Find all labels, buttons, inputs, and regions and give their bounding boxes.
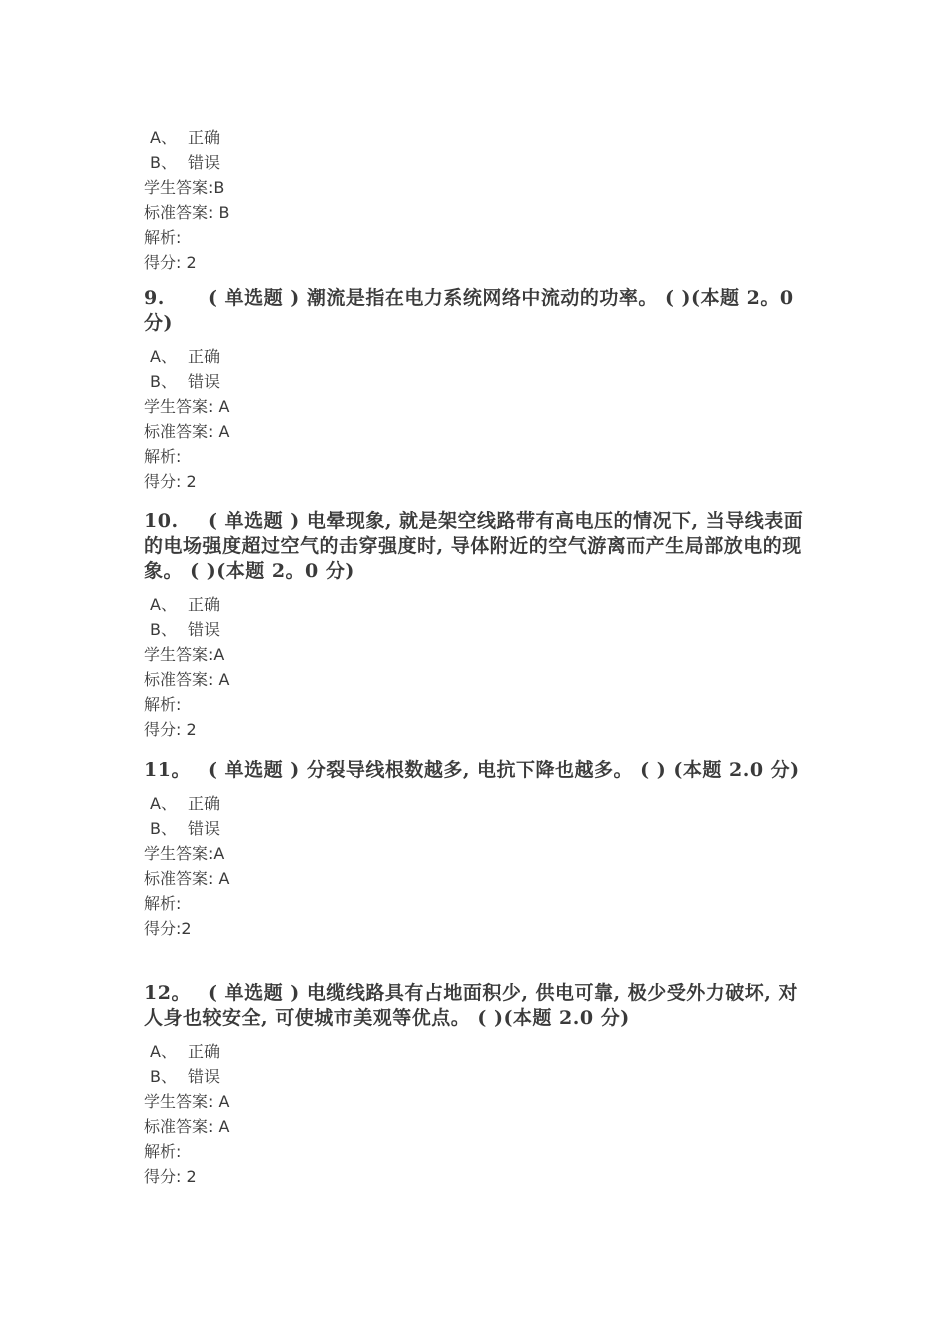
option-letter: B、 [150,620,177,639]
question-number: 11。 [144,759,191,781]
option-letter: A、 [150,1042,177,1061]
score: 得分: 2 [144,1167,197,1186]
option-letter: A、 [150,595,177,614]
option-text: 错误 [188,153,221,172]
question-number: 10. [144,510,179,532]
option-b [144,369,814,394]
option-a [144,791,814,816]
option-text: 正确 [188,595,221,614]
analysis: 解析: [144,228,182,247]
question-body: ( 单选题 ) 潮流是指在电力系统网络中流动的功率。 ( )(本题 2。0 分) [144,287,794,334]
student-answer: 学生答案: A [144,397,230,416]
option-text: 错误 [188,1067,221,1086]
student-answer: 学生答案: A [144,1092,230,1111]
option-b [144,617,814,642]
option-b [144,150,814,175]
question-item [144,506,814,742]
student-answer: 学生答案:B [144,178,225,197]
question-item [144,125,814,275]
standard-answer: 标准答案: A [144,1117,230,1136]
option-text: 错误 [188,372,221,391]
score: 得分: 2 [144,472,197,491]
option-text: 正确 [188,794,221,813]
question-item [144,283,814,494]
question-text [144,981,814,1031]
question-text [144,286,814,336]
option-b [144,816,814,841]
option-letter: A、 [150,128,177,147]
option-a [144,1039,814,1064]
student-answer: 学生答案:A [144,645,225,664]
standard-answer: 标准答案: A [144,422,230,441]
option-letter: B、 [150,819,177,838]
analysis: 解析: [144,447,182,466]
question-number: 12。 [144,982,191,1004]
question-body: ( 单选题 ) 电缆线路具有占地面积少, 供电可靠, 极少受外力破坏, 对人身也较安全, 可使城市美观等优点。 ( )(本题 2.0 分) [144,982,799,1029]
option-a [144,592,814,617]
question-text [144,509,814,584]
question-body: ( 单选题 ) 电晕现象, 就是架空线路带有高电压的情况下, 当导线表面的电场强度超过空气的击穿强度时, 导体附近的空气游离而产生局部放电的现象。 ( )(本题 2。0 分) [144,510,804,582]
standard-answer: 标准答案: B [144,203,230,222]
option-text: 正确 [188,1042,221,1061]
option-text: 错误 [188,819,221,838]
analysis: 解析: [144,695,182,714]
score: 得分: 2 [144,253,197,272]
option-letter: B、 [150,1067,177,1086]
question-item [144,755,814,941]
option-letter: B、 [150,372,177,391]
question-number: 9. [144,287,165,309]
score: 得分:2 [144,919,192,938]
option-text: 错误 [188,620,221,639]
question-text [144,758,814,783]
option-letter: A、 [150,794,177,813]
option-a [144,344,814,369]
analysis: 解析: [144,1142,182,1161]
option-a [144,125,814,150]
option-letter: B、 [150,153,177,172]
standard-answer: 标准答案: A [144,869,230,888]
analysis: 解析: [144,894,182,913]
option-text: 正确 [188,347,221,366]
option-letter: A、 [150,347,177,366]
option-text: 正确 [188,128,221,147]
question-item [144,978,814,1189]
score: 得分: 2 [144,720,197,739]
question-body: ( 单选题 ) 分裂导线根数越多, 电抗下降也越多。 ( ) (本题 2.0 分) [208,759,800,781]
option-b [144,1064,814,1089]
standard-answer: 标准答案: A [144,670,230,689]
student-answer: 学生答案:A [144,844,225,863]
